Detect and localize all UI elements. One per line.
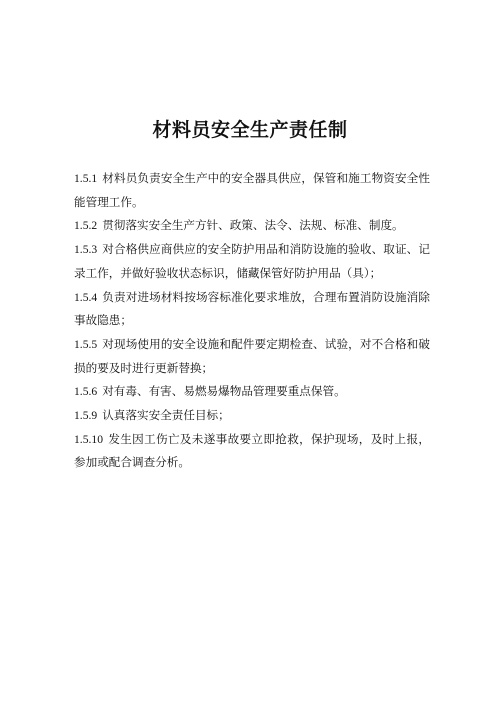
item-number: 1.5.3: [74, 243, 98, 257]
document-title: 材料员安全生产责任制: [152, 119, 348, 141]
item-text: 负责对进场材料按场容标准化要求堆放，合理布置消防设施消除事故隐患；: [74, 289, 430, 328]
item-text: 发生因工伤亡及未遂事故要立即抢救，保护现场，及时上报，参加或配合调查分析。: [74, 431, 430, 470]
list-item: [74, 286, 430, 333]
item-text: 贯彻落实安全生产方针、政策、法令、法规、标准、制度。: [102, 218, 404, 233]
list-item: [74, 428, 430, 475]
item-number: 1.5.4: [74, 290, 98, 304]
list-item: [74, 380, 430, 404]
item-text: 对有毒、有害、易燃易爆物品管理要重点保管。: [102, 384, 346, 399]
item-number: 1.5.9: [74, 409, 98, 423]
item-text: 对现场使用的安全设施和配件要定期检查、试验，对不合格和破损的要及时进行更新替换；: [74, 336, 430, 375]
item-number: 1.5.10: [74, 432, 103, 446]
item-number: 1.5.2: [74, 219, 98, 233]
list-item: [74, 167, 430, 214]
item-text: 材料员负责安全生产中的安全器具供应，保管和施工物资安全性能管理工作。: [74, 171, 430, 209]
responsibility-list: [74, 167, 430, 475]
list-item: [74, 404, 430, 428]
item-number: 1.5.6: [74, 385, 98, 399]
list-item: [74, 238, 430, 285]
item-number: 1.5.5: [74, 337, 98, 351]
item-text: 对合格供应商供应的安全防护用品和消防设施的验收、取证、记录工作，并做好验收状态标识，储藏保管好防护用品（具）；: [74, 242, 430, 280]
list-item: [74, 333, 430, 380]
item-text: 认真落实安全责任目标；: [102, 408, 230, 423]
item-number: 1.5.1: [74, 172, 98, 185]
list-item: [74, 214, 430, 238]
